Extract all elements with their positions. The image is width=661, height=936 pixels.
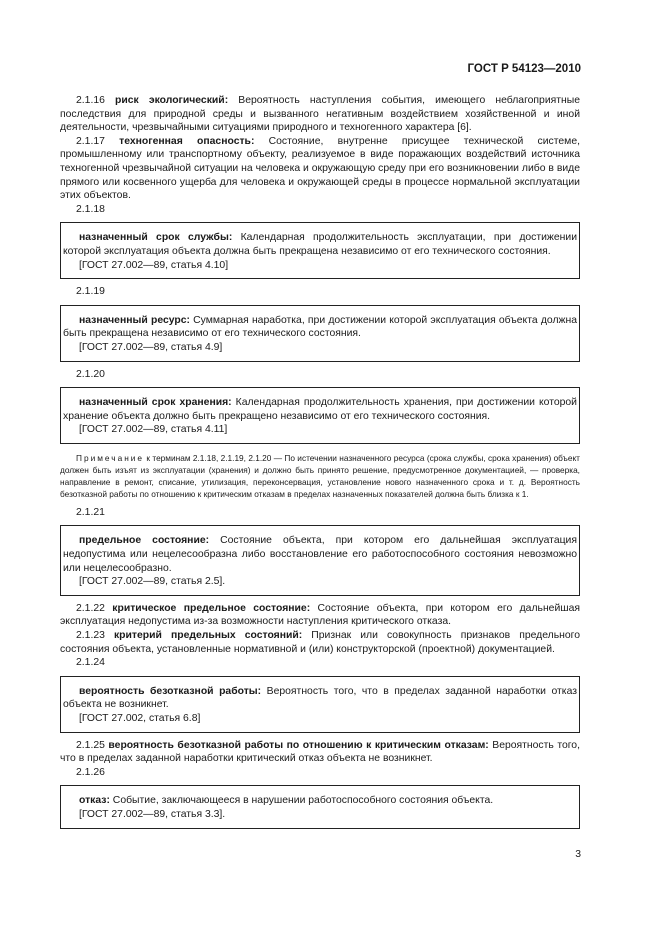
- entry-term: вероятность безотказной работы:: [79, 685, 262, 697]
- page-number: 3: [575, 849, 581, 860]
- entry-term: назначенный срок службы:: [79, 232, 233, 244]
- entry-definition: Суммарная наработка, при достижении которой эксплуатация объекта должна быть прекращена независимо от его технического состояния.: [63, 314, 577, 340]
- term-box-2-1-18: [60, 222, 580, 279]
- entry-term: назначенный срок хранения:: [79, 397, 232, 409]
- entry-term: предельное состояние:: [79, 535, 210, 547]
- entry-definition: Событие, заключающееся в нарушении работоспособного состояния объекта.: [109, 795, 494, 807]
- note-paragraph: [60, 452, 580, 500]
- source-reference: [ГОСТ 27.002, статья 6.8]: [79, 713, 201, 724]
- entry-number: 2.1.22: [76, 602, 105, 614]
- entry-number-2-1-20: 2.1.20: [76, 368, 105, 380]
- source-reference: [ГОСТ 27.002—89, статья 4.9]: [79, 341, 223, 353]
- entry-term: критерий предельных состояний:: [113, 630, 303, 642]
- entry-term: критическое предельное состояние:: [112, 602, 311, 614]
- term-box-2-1-19: [60, 305, 580, 362]
- entry-2-1-16: [60, 94, 580, 135]
- entry-definition: Календарная продолжительность эксплуатации, при достижении которой эксплуатация объекта должна быть прекращена независимо от его технического состояния.: [63, 232, 577, 257]
- entry-number-2-1-19: 2.1.19: [76, 286, 105, 298]
- entry-definition: Состояние, внутренне присущее технической системе, промышленному или транспортному объекту, реализуемое в виде поражающих воздействий источника техногенной чрезвычайной ситуации на человека и окружающую среду при его возникновении либо в виде прямого или косвенного ущерба для человека и окружающей среды в процессе нормальной эксплуатации этих объектов.: [60, 135, 580, 202]
- document-code: ГОСТ Р 54123—2010: [467, 63, 581, 75]
- note-text: к терминам 2.1.18, 2.1.19, 2.1.20 — По истечении назначенного ресурса (срока службы, срока хранения) объект должен быть изъят из эксплуатации (хранения) и должно быть принято решение, предусмотренное документацией, — проверка, направление в ремонт, списание, утилизация, переконсервация, установление нового назначенного срока и т. д. Вероятность безотказной работы по отношению к критическим отказам в пределах назначенных показателей должна быть близка к 1.: [60, 452, 580, 499]
- entry-definition: Состояние объекта, при котором его дальнейшая эксплуатация недопустима из-за возможности наступления критического отказа.: [60, 602, 581, 628]
- entry-2-1-22: [60, 602, 580, 629]
- entry-term: техногенная опасность:: [119, 135, 255, 147]
- box-definition: [63, 231, 577, 258]
- box-definition: [63, 534, 577, 575]
- source-reference: [ГОСТ 27.002—89, статья 3.3].: [79, 808, 226, 820]
- entry-number: 2.1.17: [76, 135, 105, 147]
- entry-term: вероятность безотказной работы по отношению к критическим отказам:: [108, 739, 489, 751]
- source-reference: [ГОСТ 27.002—89, статья 2.5].: [79, 576, 226, 588]
- term-box-2-1-24: [60, 676, 580, 733]
- entry-term: риск экологический:: [115, 95, 229, 106]
- entry-number: 2.1.25: [76, 739, 105, 751]
- box-definition: [63, 396, 577, 423]
- box-definition: [63, 314, 577, 341]
- box-definition: [63, 685, 577, 712]
- entry-number-2-1-18: 2.1.18: [76, 203, 105, 215]
- term-box-2-1-20: [60, 387, 580, 444]
- entry-term: назначенный ресурс:: [79, 314, 190, 326]
- entry-definition: Вероятность того, что в пределах заданной наработки критический отказ объекта не возникнет.: [60, 739, 580, 765]
- entry-definition: Календарная продолжительность хранения, при достижении которой хранение объекта должно быть прекращено независимо от его технического состояния.: [63, 397, 577, 422]
- entry-number-2-1-21: 2.1.21: [76, 506, 105, 518]
- entry-number-2-1-24: 2.1.24: [76, 657, 105, 669]
- note-label: Примечание: [76, 452, 145, 463]
- term-box-2-1-26: [60, 785, 580, 828]
- entry-2-1-23: [60, 629, 580, 656]
- entry-definition: Вероятность того, что в пределах заданной наработки отказ объекта не возникнет.: [63, 685, 577, 711]
- entry-definition: Вероятность наступления события, имеющего неблагоприятные последствия для природной среды и вызванного негативным воздействием хозяйственной и иной деятельности, чрезвычайными ситуациями природного и техногенного характера [6].: [60, 95, 581, 134]
- entry-number-2-1-26: 2.1.26: [76, 766, 105, 778]
- source-reference: [ГОСТ 27.002—89, статья 4.10]: [79, 259, 229, 271]
- source-reference: [ГОСТ 27.002—89, статья 4.11]: [79, 424, 228, 436]
- term-box-2-1-21: [60, 525, 580, 595]
- entry-definition: Признак или совокупность признаков предельного состояния объекта, установленные нормативной и (или) конструкторской (проектной) документацией.: [60, 630, 580, 655]
- entry-2-1-17: [60, 135, 580, 203]
- entry-number: 2.1.23: [76, 630, 105, 642]
- box-definition: [63, 794, 577, 808]
- page-content: [60, 94, 580, 835]
- entry-term: отказ:: [79, 795, 110, 807]
- entry-definition: Состояние объекта, при котором его дальнейшая эксплуатация недопустима или нецелесообразна либо восстановление его работоспособного состояния невозможно или нецелесообразно.: [63, 535, 577, 574]
- entry-2-1-25: [60, 739, 580, 766]
- entry-number: 2.1.16: [76, 95, 105, 106]
